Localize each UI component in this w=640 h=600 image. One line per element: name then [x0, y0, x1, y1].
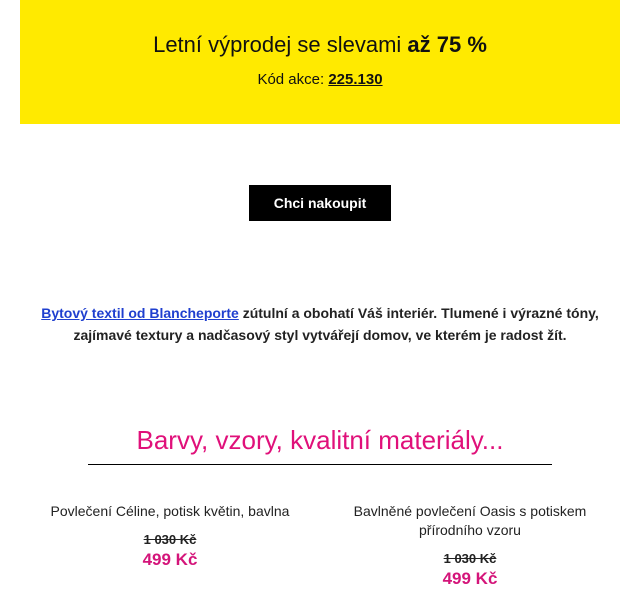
- section-divider: [88, 464, 552, 465]
- original-price: 1 030 Kč: [143, 532, 197, 547]
- intro-paragraph: [36, 302, 604, 346]
- product-card[interactable]: [40, 502, 300, 570]
- product-name[interactable]: Bavlněné povlečení Oasis s potiskem přírodního vzoru: [353, 503, 587, 538]
- product-card[interactable]: [340, 502, 600, 589]
- sale-price: 499 Kč: [142, 550, 198, 569]
- promo-code-label: Kód akce:: [257, 71, 329, 88]
- sale-banner: [20, 0, 620, 124]
- sale-price: 499 Kč: [442, 569, 498, 588]
- banner-headline-text: Letní výprodej se slevami: [153, 32, 408, 57]
- original-price: 1 030 Kč: [443, 551, 497, 566]
- section-title: Barvy, vzory, kvalitní materiály...: [136, 425, 504, 455]
- promo-code: 225.130: [328, 71, 383, 88]
- banner-headline: [20, 32, 620, 58]
- banner-discount: až 75 %: [407, 32, 487, 57]
- product-name[interactable]: Povlečení Céline, potisk květin, bavlna: [50, 503, 290, 519]
- intro-text: zútulní a obohatí Váš interiér. Tlumené i výrazné tóny, zajímavé textury a nadčasový styl vytvářejí domov, ve kterém je radost žít.: [73, 305, 599, 343]
- blancheporte-textile-link[interactable]: Bytový textil od Blancheporte: [41, 305, 239, 321]
- shop-now-button[interactable]: Chci nakoupit: [249, 185, 391, 221]
- promo-code-line: [20, 71, 620, 89]
